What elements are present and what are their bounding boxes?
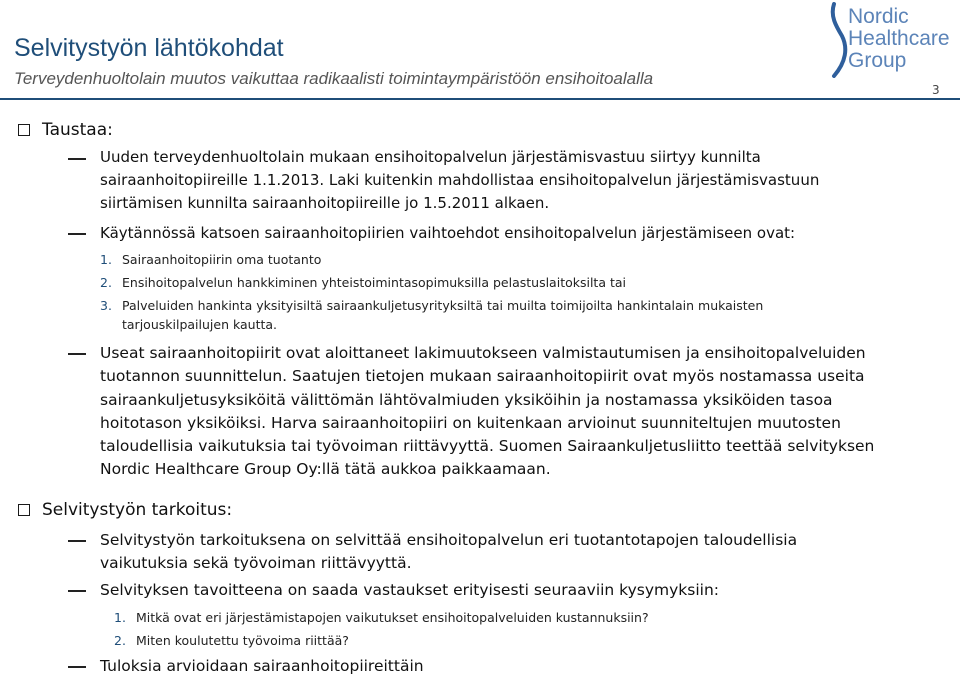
square-bullet-icon xyxy=(18,504,30,516)
section-tarkoitus-heading xyxy=(18,500,232,520)
taustaa-options-list xyxy=(100,250,820,334)
slide-subtitle: Terveydenhuoltolain muutos vaikuttaa radikaalisti toimintaympäristöön ensihoitoalalla xyxy=(14,69,654,88)
dash-bullet-icon xyxy=(68,158,86,160)
taustaa-bullet-2: Käytännössä katsoen sairaanhoitopiirien vaihtoehdot ensihoitopalvelun järjestämiseen ovat: xyxy=(100,224,796,242)
logo-line-2: Healthcare xyxy=(848,27,950,50)
dash-bullet-icon xyxy=(68,353,86,355)
slide-title: Selvitystyön lähtökohdat xyxy=(14,34,284,62)
taustaa-bullet-3: Useat sairaanhoitopiirit ovat aloittaneet lakimuutokseen valmistautumisen ja ensihoitopalveluiden tuotannon suunnittelun. Saatujen tietojen mukaan sairaanhoitopiirit ovat myös nostamassa useita sairaankuljetusyksiköitä välittömän lähtövalmiuden yksiköihin ja nostamassa yksiköiden tasoa hoitotason yksiköiksi. Harva sairaanhoitopiiri on kuitenkaan arvioinut suunniteltujen muutosten taloudellisia vaikutuksia tai työvoiman riittävyyttä. Suomen Sairaankuljetusliitto teettää selvityksen Nordic Healthcare Group Oy:llä tätä aukkoa paikkaamaan. xyxy=(100,344,875,479)
dash-bullet-icon xyxy=(68,666,86,668)
list-item: 3. Palveluiden hankinta yksityisiltä sairaankuljetusyrityksiltä tai muilta toimijoilta hankintalain mukaisten tarjouskilpailujen kautta. xyxy=(100,298,764,332)
section-heading: Selvitystyön tarkoitus: xyxy=(42,500,233,520)
list-item: 1. Sairaanhoitopiirin oma tuotanto xyxy=(100,252,322,267)
tarkoitus-bullet-3: Tuloksia arvioidaan sairaanhoitopiireittäin xyxy=(100,657,424,675)
section-taustaa-heading xyxy=(18,120,113,140)
list-item: 1. Mitkä ovat eri järjestämistapojen vaikutukset ensihoitopalveluiden kustannuksiin? xyxy=(114,610,649,625)
dash-bullet-icon xyxy=(68,540,86,542)
tarkoitus-bullet-2: Selvityksen tavoitteena on saada vastaukset erityisesti seuraaviin kysymyksiin: xyxy=(100,581,720,599)
taustaa-bullet-1: Uuden terveydenhuoltolain mukaan ensihoitopalvelun järjestämisvastuu siirtyy kunnilta sairaanhoitopiireille 1.1.2013. Laki kuitenkin mahdollistaa ensihoitopalvelun järjestämisvastuun siirtämisen kunnilta sairaanhoitopiireille jo 1.5.2011 alkaen. xyxy=(100,148,820,212)
tarkoitus-questions-list xyxy=(114,608,834,650)
square-bullet-icon xyxy=(18,124,30,136)
logo-line-3: Group xyxy=(848,49,907,72)
dash-bullet-icon xyxy=(68,590,86,592)
section-heading: Taustaa: xyxy=(42,120,113,140)
logo-line-1: Nordic xyxy=(848,5,909,28)
tarkoitus-bullet-1: Selvitystyön tarkoituksena on selvittää ensihoitopalvelun eri tuotantotapojen taloudellisia vaikutuksia sekä työvoiman riittävyyttä. xyxy=(100,531,798,573)
list-item: 2. Miten koulutettu työvoima riittää? xyxy=(114,633,349,648)
list-item: 2. Ensihoitopalvelun hankkiminen yhteistoimintasopimuksilla pelastuslaitoksilta tai xyxy=(100,275,627,290)
page-number: 3 xyxy=(932,83,940,97)
dash-bullet-icon xyxy=(68,233,86,235)
